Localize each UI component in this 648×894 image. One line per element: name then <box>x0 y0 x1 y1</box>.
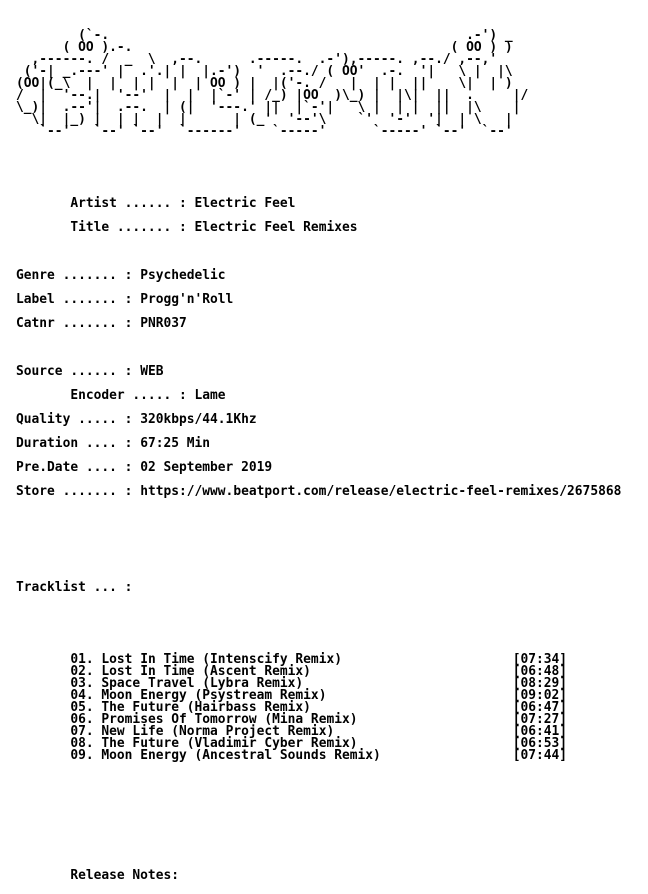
track-number: 04. <box>70 688 94 703</box>
artist-label: Artist ...... : <box>70 196 187 211</box>
label-line <box>16 294 621 306</box>
catnr-label: Catnr ....... : <box>16 316 133 331</box>
encoder-label: Encoder ..... : <box>70 388 187 403</box>
genre-line <box>16 270 621 282</box>
blank-line <box>16 630 621 642</box>
blank-line <box>16 246 621 258</box>
track-number: 05. <box>70 700 94 715</box>
track-title: Lost In Time (Ascent Remix) <box>101 664 311 679</box>
track-title: Moon Energy (Psystream Remix) <box>101 688 327 703</box>
track-number: 01. <box>70 652 94 667</box>
blank-line <box>16 798 621 810</box>
quality-value: 320kbps/44.1Khz <box>140 412 257 427</box>
track-number: 06. <box>70 712 94 727</box>
encoder-value: Lame <box>194 388 226 403</box>
track-title: Promises Of Tomorrow (Mina Remix) <box>101 712 358 727</box>
track-time: [09:02] <box>512 688 568 703</box>
source-label: Source ...... : <box>16 364 133 379</box>
tracklist <box>16 654 621 762</box>
track-title: Moon Energy (Ancestral Sounds Remix) <box>101 748 381 763</box>
blank-line <box>16 774 621 786</box>
title-value: Electric Feel Remixes <box>194 220 358 235</box>
blank-line <box>16 342 621 354</box>
track-row <box>16 750 621 762</box>
catnr-value: PNR037 <box>140 316 187 331</box>
track-number: 09. <box>70 748 94 763</box>
duration-label: Duration .... : <box>16 436 133 451</box>
track-time: [06:41] <box>512 724 568 739</box>
track-title: Lost In Time (Intenscify Remix) <box>101 652 342 667</box>
track-title: The Future (Hairbass Remix) <box>101 700 311 715</box>
blank-line <box>16 846 621 858</box>
spacer <box>16 150 621 186</box>
track-title: New Life (Norma Project Remix) <box>101 724 335 739</box>
encoder-line <box>16 390 621 402</box>
ascii-art-logo: (`-. .-') _ ( OO ).-. ( OO ) ) ,------. / _ \ ,--. .-----. .-'),-----. ,--./ ,--,' ('-| _.---' | .'.| | |.-') ' .--./ ( OO' .-. '| \ | |\ (OO|(_\ | | | | | | OO ) | |('-. / | | | || \| | ) / | '--.| '--' | | |`-' | /_) |OO )\_) | |\| || . |/ \_)| .--'| .--. | (| '---.' || |`-'| \ | | | || |\ | \| |_) | | | | | | (_' '--'\ `' '-' '| | \ | `--' `--' `--' `------' `-----' `-----' `--' `--' <box>16 28 529 139</box>
store-line <box>16 486 621 498</box>
track-time: [07:27] <box>512 712 568 727</box>
quality-label: Quality ..... : <box>16 412 133 427</box>
store-label: Store ....... : <box>16 484 133 499</box>
blank-line <box>16 606 621 618</box>
source-line <box>16 366 621 378</box>
predate-value: 02 September 2019 <box>140 460 273 475</box>
track-title: The Future (Vladimir Cyber Remix) <box>101 736 358 751</box>
catnr-line <box>16 318 621 330</box>
track-time: [06:48] <box>512 664 568 679</box>
artist-value: Electric Feel <box>194 196 296 211</box>
release-notes-label: Release Notes: <box>70 868 179 883</box>
artist-line <box>16 198 621 210</box>
track-time: [06:53] <box>512 736 568 751</box>
track-number: 03. <box>70 676 94 691</box>
predate-line <box>16 462 621 474</box>
title-line <box>16 222 621 234</box>
quality-line <box>16 414 621 426</box>
genre-value: Psychedelic <box>140 268 226 283</box>
store-link[interactable]: https://www.beatport.com/release/electric-feel-remixes/2675868 <box>140 484 622 499</box>
blank-line <box>16 558 621 570</box>
release-notes-heading <box>16 870 621 882</box>
track-number: 08. <box>70 736 94 751</box>
source-value: WEB <box>140 364 164 379</box>
track-number: 02. <box>70 664 94 679</box>
duration-line <box>16 438 621 450</box>
track-time: [06:47] <box>512 700 568 715</box>
blank-line <box>16 822 621 834</box>
tracklist-heading: Tracklist ... : <box>16 580 133 595</box>
track-time: [07:44] <box>512 748 568 763</box>
track-time: [08:29] <box>512 676 568 691</box>
track-number: 07. <box>70 724 94 739</box>
blank-line <box>16 510 621 522</box>
nfo-document <box>16 18 621 894</box>
label-label: Label ....... : <box>16 292 133 307</box>
track-time: [07:34] <box>512 652 568 667</box>
blank-line <box>16 534 621 546</box>
label-value: Progg'n'Roll <box>140 292 234 307</box>
predate-label: Pre.Date .... : <box>16 460 133 475</box>
track-title: Space Travel (Lybra Remix) <box>101 676 304 691</box>
duration-value: 67:25 Min <box>140 436 211 451</box>
genre-label: Genre ....... : <box>16 268 133 283</box>
title-label: Title ....... : <box>70 220 187 235</box>
